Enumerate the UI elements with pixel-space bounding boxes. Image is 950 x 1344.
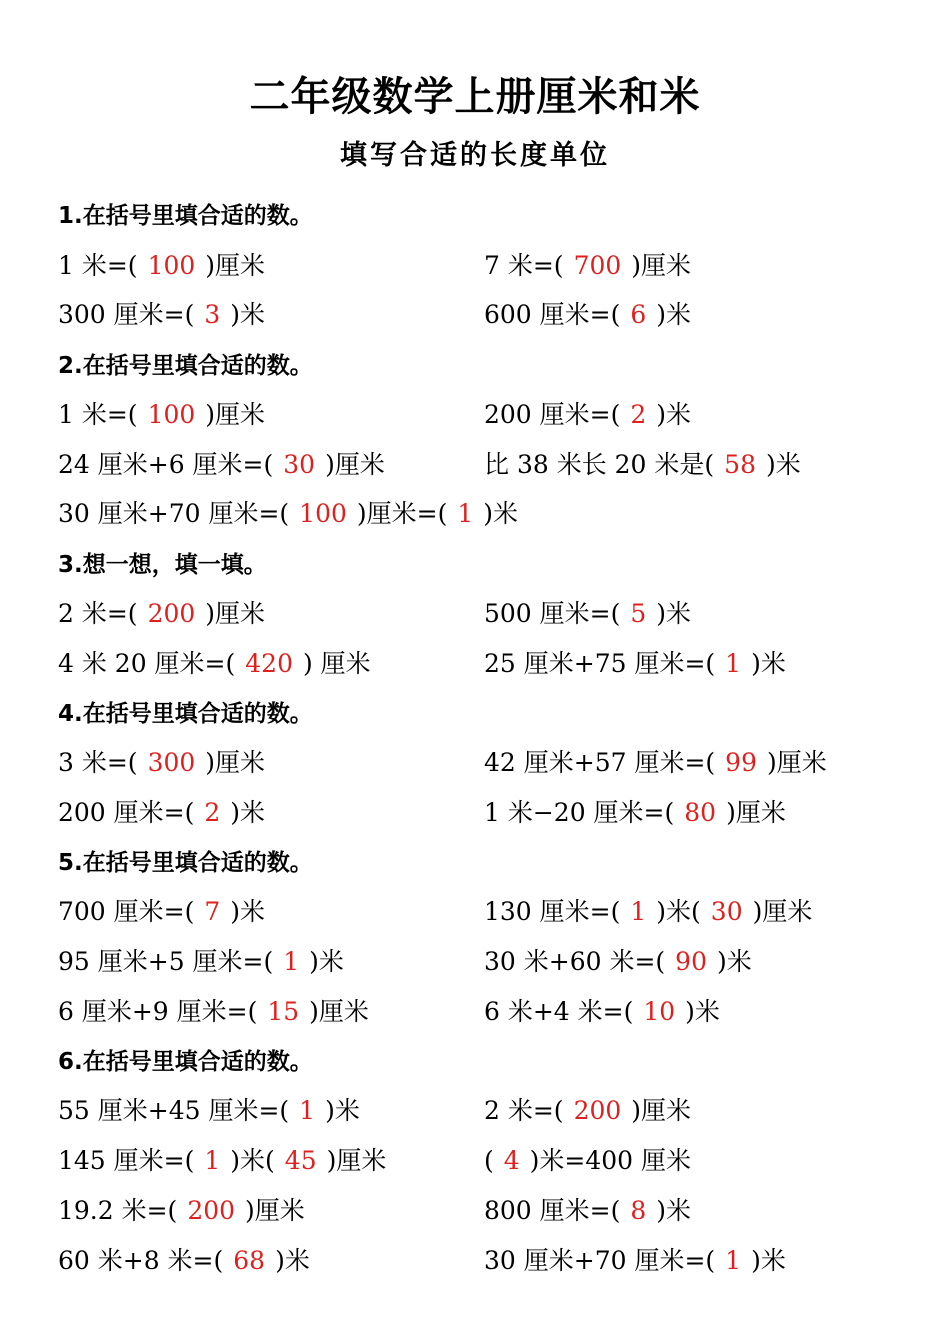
answer-value: 100 <box>147 250 196 280</box>
question-text: 60 米+8 米=( <box>58 1245 224 1275</box>
question-text: )米 <box>230 797 266 827</box>
question-text: )厘米 <box>205 250 266 280</box>
exercise-row <box>58 786 918 836</box>
question-text: )厘米 <box>766 748 827 778</box>
exercise-row <box>58 388 918 438</box>
section-heading: 4.在括号里填合适的数。 <box>58 700 313 727</box>
answer-value: 1 <box>457 499 474 529</box>
exercise-row <box>58 1234 918 1284</box>
question-text: 42 厘米+57 厘米=( <box>484 748 716 778</box>
answer-value: 2 <box>204 797 221 827</box>
exercise-item <box>58 942 484 978</box>
page-title: 二年级数学上册厘米和米 <box>249 74 701 120</box>
exercise-row <box>58 637 918 687</box>
question-text: )米 <box>656 1195 692 1225</box>
exercise-row <box>58 239 918 289</box>
question-text: )米=400 厘米 <box>529 1146 692 1176</box>
question-text: )厘米 <box>752 897 813 927</box>
exercise-item <box>484 1141 914 1177</box>
answer-value: 6 <box>630 300 647 330</box>
question-text: 1 米=( <box>58 399 138 429</box>
question-text: )厘米 <box>631 250 692 280</box>
exercise-item <box>58 992 484 1028</box>
exercise-item <box>484 1091 914 1127</box>
question-text: 30 厘米+70 厘米=( <box>58 499 290 529</box>
exercise-item <box>484 1191 914 1227</box>
question-text: )厘米 <box>326 1146 387 1176</box>
question-text: )米 <box>230 897 266 927</box>
question-text: 4 米 20 厘米=( <box>58 648 236 678</box>
exercise-item <box>484 295 914 331</box>
exercise-row <box>58 935 918 985</box>
question-text: 25 厘米+75 厘米=( <box>484 648 716 678</box>
answer-value: 420 <box>245 648 293 678</box>
exercise-item <box>58 246 484 282</box>
exercise-row <box>58 736 918 786</box>
question-text: )米( <box>230 1146 275 1176</box>
exercise-item <box>58 1091 484 1127</box>
question-text: )米 <box>765 449 801 479</box>
question-text: )米 <box>685 996 720 1026</box>
answer-value: 100 <box>299 499 347 529</box>
exercise-row <box>58 1184 918 1234</box>
exercise-item <box>484 743 914 779</box>
exercise-row <box>58 587 918 637</box>
exercise-item <box>484 1241 914 1277</box>
question-text: )米 <box>275 1245 310 1275</box>
question-text: )米 <box>716 947 752 977</box>
question-text: )米( <box>656 897 701 927</box>
section-heading: 5.在括号里填合适的数。 <box>58 850 313 877</box>
exercise-item <box>484 445 914 481</box>
question-text: )米 <box>325 1096 360 1126</box>
question-text: 比 38 米长 20 米是( <box>484 449 715 479</box>
question-text: )厘米 <box>245 1195 305 1225</box>
exercise-item <box>58 644 484 680</box>
question-text: )厘米 <box>205 598 266 628</box>
question-text: 24 厘米+6 厘米=( <box>58 449 274 479</box>
answer-value: 1 <box>725 1245 742 1275</box>
question-text: 95 厘米+5 厘米=( <box>58 947 274 977</box>
exercise-item <box>58 892 484 928</box>
exercise-item <box>58 445 484 481</box>
exercise-item <box>484 644 914 680</box>
section-heading: 3.想一想，填一填。 <box>58 551 267 578</box>
question-text: 30 米+60 米=( <box>484 947 666 977</box>
question-text: 19.2 米=( <box>58 1195 178 1225</box>
exercise-item <box>58 594 484 630</box>
section-heading: 6.在括号里填合适的数。 <box>58 1049 313 1076</box>
question-text: 200 厘米=( <box>484 399 621 429</box>
answer-value: 1 <box>204 1146 221 1176</box>
answer-value: 4 <box>503 1146 520 1176</box>
answer-value: 10 <box>643 996 676 1026</box>
exercise-item <box>484 395 914 431</box>
answer-value: 7 <box>204 897 221 927</box>
answer-value: 99 <box>725 748 757 778</box>
question-text: 700 厘米=( <box>58 897 195 927</box>
question-text: 55 厘米+45 厘米=( <box>58 1096 290 1126</box>
exercise-item <box>58 743 484 779</box>
answer-value: 1 <box>283 947 300 977</box>
exercise-item <box>484 992 914 1028</box>
exercise-list <box>58 189 918 1284</box>
exercise-item <box>484 892 914 928</box>
question-text: 1 米−20 厘米=( <box>484 797 675 827</box>
question-text: 6 厘米+9 厘米=( <box>58 996 258 1026</box>
exercise-item <box>484 942 914 978</box>
section-heading: 2.在括号里填合适的数。 <box>58 352 313 379</box>
question-text: )米 <box>656 300 692 330</box>
exercise-item <box>484 246 914 282</box>
section-heading: 1.在括号里填合适的数。 <box>58 203 313 230</box>
exercise-row <box>58 886 918 936</box>
question-text: )厘米 <box>325 449 385 479</box>
question-text: 6 米+4 米=( <box>484 996 634 1026</box>
exercise-item <box>484 793 914 829</box>
answer-value: 1 <box>630 897 647 927</box>
question-text: 145 厘米=( <box>58 1146 195 1176</box>
exercise-item <box>58 1191 484 1227</box>
question-text: 800 厘米=( <box>484 1195 621 1225</box>
exercise-row <box>58 985 918 1035</box>
question-text: )米 <box>656 598 692 628</box>
answer-value: 700 <box>573 250 622 280</box>
exercise-row <box>58 1134 918 1184</box>
question-text: )米 <box>483 499 519 529</box>
answer-value: 300 <box>147 748 196 778</box>
question-text: 1 米=( <box>58 250 138 280</box>
question-text: 300 厘米=( <box>58 300 195 330</box>
question-text: )米 <box>751 648 786 678</box>
answer-value: 15 <box>267 996 300 1026</box>
question-text: 600 厘米=( <box>484 300 621 330</box>
question-text: )米 <box>309 947 344 977</box>
exercise-row <box>58 488 918 538</box>
question-text: )米 <box>230 300 266 330</box>
answer-value: 58 <box>724 449 756 479</box>
answer-value: 1 <box>299 1096 316 1126</box>
question-text: )米 <box>656 399 692 429</box>
exercise-item <box>58 1241 484 1277</box>
answer-value: 30 <box>710 897 743 927</box>
exercise-item <box>58 395 484 431</box>
question-text: )厘米 <box>631 1096 692 1126</box>
question-text: )厘米 <box>726 797 786 827</box>
exercise-row <box>58 1085 918 1135</box>
exercise-row <box>58 289 918 339</box>
exercise-item <box>484 594 914 630</box>
exercise-item <box>58 494 918 530</box>
page-subtitle: 填写合适的长度单位 <box>340 140 610 171</box>
answer-value: 200 <box>147 598 196 628</box>
answer-value: 68 <box>233 1245 266 1275</box>
exercise-row <box>58 438 918 488</box>
answer-value: 100 <box>147 399 196 429</box>
question-text: ( <box>484 1146 494 1176</box>
answer-value: 80 <box>684 797 717 827</box>
question-text: 3 米=( <box>58 748 138 778</box>
answer-value: 45 <box>284 1146 317 1176</box>
exercise-item <box>58 1141 484 1177</box>
answer-value: 30 <box>283 449 316 479</box>
answer-value: 90 <box>675 947 707 977</box>
answer-value: 1 <box>725 648 742 678</box>
question-text: 7 米=( <box>484 250 564 280</box>
answer-value: 2 <box>630 399 647 429</box>
question-text: 2 米=( <box>58 598 138 628</box>
question-text: 500 厘米=( <box>484 598 621 628</box>
question-text: 2 米=( <box>484 1096 564 1126</box>
answer-value: 200 <box>573 1096 622 1126</box>
exercise-item <box>58 295 484 331</box>
question-text: )米 <box>751 1245 786 1275</box>
question-text: )厘米 <box>205 399 266 429</box>
question-text: )厘米 <box>309 996 369 1026</box>
answer-value: 3 <box>204 300 221 330</box>
question-text: ) 厘米 <box>302 648 371 678</box>
exercise-item <box>58 793 484 829</box>
question-text: )厘米=( <box>356 499 448 529</box>
question-text: )厘米 <box>205 748 266 778</box>
answer-value: 8 <box>630 1195 647 1225</box>
question-text: 200 厘米=( <box>58 797 195 827</box>
question-text: 30 厘米+70 厘米=( <box>484 1245 716 1275</box>
answer-value: 5 <box>630 598 647 628</box>
answer-value: 200 <box>187 1195 236 1225</box>
question-text: 130 厘米=( <box>484 897 621 927</box>
